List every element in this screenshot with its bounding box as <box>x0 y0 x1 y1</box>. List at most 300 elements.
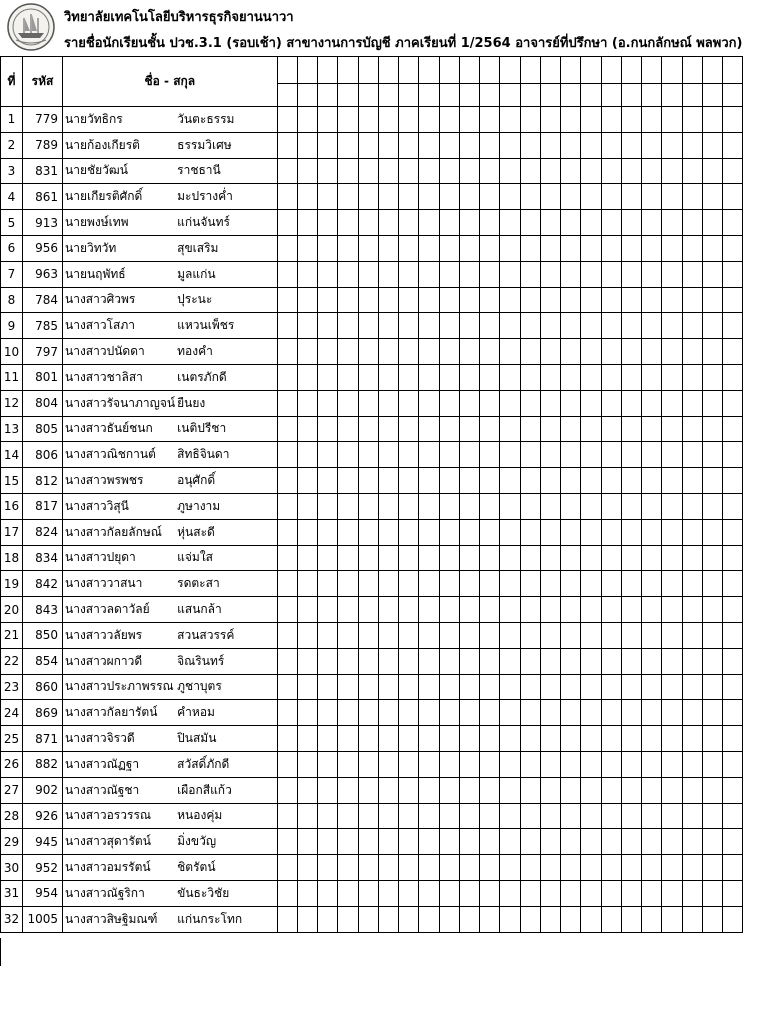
attendance-cell[interactable] <box>459 184 479 210</box>
attendance-cell[interactable] <box>682 751 702 777</box>
attendance-cell[interactable] <box>662 364 682 390</box>
attendance-cell[interactable] <box>520 597 540 623</box>
attendance-cell[interactable] <box>702 468 722 494</box>
attendance-cell[interactable] <box>702 184 722 210</box>
attendance-cell[interactable] <box>561 390 581 416</box>
attendance-cell[interactable] <box>500 906 520 932</box>
attendance-cell[interactable] <box>682 803 702 829</box>
attendance-cell[interactable] <box>378 261 398 287</box>
attendance-cell[interactable] <box>500 339 520 365</box>
attendance-cell[interactable] <box>520 364 540 390</box>
attendance-cell[interactable] <box>662 622 682 648</box>
attendance-cell[interactable] <box>702 390 722 416</box>
attendance-cell[interactable] <box>378 648 398 674</box>
attendance-cell[interactable] <box>277 313 297 339</box>
attendance-cell[interactable] <box>439 648 459 674</box>
attendance-cell[interactable] <box>702 648 722 674</box>
attendance-cell[interactable] <box>297 468 317 494</box>
attendance-cell[interactable] <box>561 519 581 545</box>
attendance-cell[interactable] <box>399 261 419 287</box>
attendance-cell[interactable] <box>540 184 560 210</box>
attendance-cell[interactable] <box>358 674 378 700</box>
attendance-cell[interactable] <box>561 648 581 674</box>
attendance-cell[interactable] <box>459 803 479 829</box>
attendance-cell[interactable] <box>540 442 560 468</box>
attendance-cell[interactable] <box>378 545 398 571</box>
attendance-cell[interactable] <box>277 803 297 829</box>
attendance-cell[interactable] <box>459 880 479 906</box>
attendance-cell[interactable] <box>297 132 317 158</box>
attendance-cell[interactable] <box>561 107 581 133</box>
attendance-cell[interactable] <box>581 519 601 545</box>
attendance-cell[interactable] <box>338 803 358 829</box>
attendance-cell[interactable] <box>642 416 662 442</box>
attendance-cell[interactable] <box>480 158 500 184</box>
attendance-cell[interactable] <box>621 855 641 881</box>
attendance-cell[interactable] <box>500 648 520 674</box>
attendance-cell[interactable] <box>378 493 398 519</box>
attendance-cell[interactable] <box>399 571 419 597</box>
attendance-cell[interactable] <box>297 261 317 287</box>
attendance-cell[interactable] <box>540 416 560 442</box>
attendance-cell[interactable] <box>378 726 398 752</box>
attendance-cell[interactable] <box>561 751 581 777</box>
attendance-cell[interactable] <box>358 855 378 881</box>
attendance-cell[interactable] <box>642 829 662 855</box>
attendance-cell[interactable] <box>682 184 702 210</box>
attendance-cell[interactable] <box>297 880 317 906</box>
attendance-cell[interactable] <box>601 158 621 184</box>
attendance-cell[interactable] <box>642 880 662 906</box>
attendance-cell[interactable] <box>520 132 540 158</box>
attendance-cell[interactable] <box>338 107 358 133</box>
attendance-cell[interactable] <box>318 906 338 932</box>
attendance-cell[interactable] <box>702 493 722 519</box>
attendance-cell[interactable] <box>358 210 378 236</box>
attendance-cell[interactable] <box>702 287 722 313</box>
attendance-cell[interactable] <box>358 700 378 726</box>
attendance-cell[interactable] <box>581 855 601 881</box>
attendance-cell[interactable] <box>358 390 378 416</box>
attendance-cell[interactable] <box>419 158 439 184</box>
attendance-cell[interactable] <box>723 261 743 287</box>
attendance-cell[interactable] <box>378 416 398 442</box>
attendance-cell[interactable] <box>682 597 702 623</box>
attendance-cell[interactable] <box>459 597 479 623</box>
attendance-cell[interactable] <box>662 261 682 287</box>
attendance-cell[interactable] <box>540 261 560 287</box>
attendance-cell[interactable] <box>318 726 338 752</box>
attendance-cell[interactable] <box>297 210 317 236</box>
attendance-cell[interactable] <box>540 339 560 365</box>
attendance-cell[interactable] <box>318 545 338 571</box>
attendance-cell[interactable] <box>581 700 601 726</box>
attendance-cell[interactable] <box>561 468 581 494</box>
attendance-cell[interactable] <box>318 158 338 184</box>
attendance-cell[interactable] <box>723 416 743 442</box>
attendance-cell[interactable] <box>419 545 439 571</box>
attendance-cell[interactable] <box>642 751 662 777</box>
attendance-cell[interactable] <box>723 210 743 236</box>
attendance-cell[interactable] <box>723 235 743 261</box>
attendance-cell[interactable] <box>561 700 581 726</box>
attendance-cell[interactable] <box>540 674 560 700</box>
attendance-cell[interactable] <box>439 416 459 442</box>
attendance-cell[interactable] <box>662 597 682 623</box>
attendance-cell[interactable] <box>338 597 358 623</box>
attendance-cell[interactable] <box>682 107 702 133</box>
attendance-cell[interactable] <box>358 339 378 365</box>
attendance-cell[interactable] <box>480 751 500 777</box>
attendance-cell[interactable] <box>682 132 702 158</box>
attendance-cell[interactable] <box>642 390 662 416</box>
attendance-cell[interactable] <box>581 390 601 416</box>
attendance-cell[interactable] <box>581 468 601 494</box>
attendance-cell[interactable] <box>682 906 702 932</box>
attendance-cell[interactable] <box>419 390 439 416</box>
attendance-cell[interactable] <box>297 107 317 133</box>
attendance-cell[interactable] <box>702 906 722 932</box>
attendance-cell[interactable] <box>318 235 338 261</box>
attendance-cell[interactable] <box>318 519 338 545</box>
attendance-cell[interactable] <box>662 751 682 777</box>
attendance-cell[interactable] <box>520 313 540 339</box>
attendance-cell[interactable] <box>297 648 317 674</box>
attendance-cell[interactable] <box>561 235 581 261</box>
attendance-cell[interactable] <box>561 442 581 468</box>
attendance-cell[interactable] <box>581 493 601 519</box>
attendance-cell[interactable] <box>500 777 520 803</box>
attendance-cell[interactable] <box>277 855 297 881</box>
attendance-cell[interactable] <box>439 700 459 726</box>
attendance-cell[interactable] <box>621 235 641 261</box>
attendance-cell[interactable] <box>601 700 621 726</box>
attendance-cell[interactable] <box>540 855 560 881</box>
attendance-cell[interactable] <box>378 777 398 803</box>
attendance-cell[interactable] <box>480 803 500 829</box>
attendance-cell[interactable] <box>621 803 641 829</box>
attendance-cell[interactable] <box>480 261 500 287</box>
attendance-cell[interactable] <box>540 597 560 623</box>
attendance-cell[interactable] <box>459 261 479 287</box>
attendance-cell[interactable] <box>500 132 520 158</box>
attendance-cell[interactable] <box>318 468 338 494</box>
attendance-cell[interactable] <box>439 571 459 597</box>
attendance-cell[interactable] <box>621 416 641 442</box>
attendance-cell[interactable] <box>520 184 540 210</box>
attendance-cell[interactable] <box>399 855 419 881</box>
attendance-cell[interactable] <box>399 416 419 442</box>
attendance-cell[interactable] <box>277 493 297 519</box>
attendance-cell[interactable] <box>723 158 743 184</box>
attendance-cell[interactable] <box>459 158 479 184</box>
attendance-cell[interactable] <box>561 571 581 597</box>
attendance-cell[interactable] <box>277 777 297 803</box>
attendance-cell[interactable] <box>500 287 520 313</box>
attendance-cell[interactable] <box>358 622 378 648</box>
attendance-cell[interactable] <box>480 468 500 494</box>
attendance-cell[interactable] <box>561 674 581 700</box>
attendance-cell[interactable] <box>601 287 621 313</box>
attendance-cell[interactable] <box>399 468 419 494</box>
attendance-cell[interactable] <box>399 235 419 261</box>
attendance-cell[interactable] <box>601 313 621 339</box>
attendance-cell[interactable] <box>459 493 479 519</box>
attendance-cell[interactable] <box>581 210 601 236</box>
attendance-cell[interactable] <box>601 597 621 623</box>
attendance-cell[interactable] <box>561 545 581 571</box>
attendance-cell[interactable] <box>682 261 702 287</box>
attendance-cell[interactable] <box>601 519 621 545</box>
attendance-cell[interactable] <box>601 184 621 210</box>
attendance-cell[interactable] <box>540 390 560 416</box>
attendance-cell[interactable] <box>621 390 641 416</box>
attendance-cell[interactable] <box>621 880 641 906</box>
attendance-cell[interactable] <box>601 906 621 932</box>
attendance-cell[interactable] <box>338 622 358 648</box>
attendance-cell[interactable] <box>297 777 317 803</box>
attendance-cell[interactable] <box>297 339 317 365</box>
attendance-cell[interactable] <box>520 674 540 700</box>
attendance-cell[interactable] <box>399 674 419 700</box>
attendance-cell[interactable] <box>500 442 520 468</box>
attendance-cell[interactable] <box>723 622 743 648</box>
attendance-cell[interactable] <box>318 339 338 365</box>
attendance-cell[interactable] <box>520 107 540 133</box>
attendance-cell[interactable] <box>642 777 662 803</box>
attendance-cell[interactable] <box>642 132 662 158</box>
attendance-cell[interactable] <box>358 803 378 829</box>
attendance-cell[interactable] <box>399 597 419 623</box>
attendance-cell[interactable] <box>581 803 601 829</box>
attendance-cell[interactable] <box>682 364 702 390</box>
attendance-cell[interactable] <box>459 287 479 313</box>
attendance-cell[interactable] <box>358 829 378 855</box>
attendance-cell[interactable] <box>318 107 338 133</box>
attendance-cell[interactable] <box>419 726 439 752</box>
attendance-cell[interactable] <box>439 184 459 210</box>
attendance-cell[interactable] <box>561 777 581 803</box>
attendance-cell[interactable] <box>561 726 581 752</box>
attendance-cell[interactable] <box>662 210 682 236</box>
attendance-cell[interactable] <box>277 390 297 416</box>
attendance-cell[interactable] <box>662 493 682 519</box>
attendance-cell[interactable] <box>419 364 439 390</box>
attendance-cell[interactable] <box>439 132 459 158</box>
attendance-cell[interactable] <box>581 313 601 339</box>
attendance-cell[interactable] <box>621 107 641 133</box>
attendance-cell[interactable] <box>480 571 500 597</box>
attendance-cell[interactable] <box>642 313 662 339</box>
attendance-cell[interactable] <box>318 700 338 726</box>
attendance-cell[interactable] <box>399 313 419 339</box>
attendance-cell[interactable] <box>520 880 540 906</box>
attendance-cell[interactable] <box>682 726 702 752</box>
attendance-cell[interactable] <box>662 700 682 726</box>
attendance-cell[interactable] <box>642 726 662 752</box>
attendance-cell[interactable] <box>642 287 662 313</box>
attendance-cell[interactable] <box>480 674 500 700</box>
attendance-cell[interactable] <box>459 855 479 881</box>
attendance-cell[interactable] <box>520 571 540 597</box>
attendance-cell[interactable] <box>702 880 722 906</box>
attendance-cell[interactable] <box>621 545 641 571</box>
attendance-cell[interactable] <box>297 519 317 545</box>
attendance-cell[interactable] <box>662 803 682 829</box>
attendance-cell[interactable] <box>581 880 601 906</box>
attendance-cell[interactable] <box>601 803 621 829</box>
attendance-cell[interactable] <box>662 468 682 494</box>
attendance-cell[interactable] <box>439 287 459 313</box>
attendance-cell[interactable] <box>358 287 378 313</box>
attendance-cell[interactable] <box>601 210 621 236</box>
attendance-cell[interactable] <box>277 442 297 468</box>
attendance-cell[interactable] <box>399 364 419 390</box>
attendance-cell[interactable] <box>621 519 641 545</box>
attendance-cell[interactable] <box>601 726 621 752</box>
attendance-cell[interactable] <box>399 107 419 133</box>
attendance-cell[interactable] <box>723 855 743 881</box>
attendance-cell[interactable] <box>581 235 601 261</box>
attendance-cell[interactable] <box>399 726 419 752</box>
attendance-cell[interactable] <box>459 700 479 726</box>
attendance-cell[interactable] <box>318 622 338 648</box>
attendance-cell[interactable] <box>682 313 702 339</box>
attendance-cell[interactable] <box>601 674 621 700</box>
attendance-cell[interactable] <box>723 519 743 545</box>
attendance-cell[interactable] <box>581 545 601 571</box>
attendance-cell[interactable] <box>621 287 641 313</box>
attendance-cell[interactable] <box>318 184 338 210</box>
attendance-cell[interactable] <box>378 571 398 597</box>
attendance-cell[interactable] <box>399 132 419 158</box>
attendance-cell[interactable] <box>277 751 297 777</box>
attendance-cell[interactable] <box>520 416 540 442</box>
attendance-cell[interactable] <box>723 674 743 700</box>
attendance-cell[interactable] <box>419 339 439 365</box>
attendance-cell[interactable] <box>419 597 439 623</box>
attendance-cell[interactable] <box>297 364 317 390</box>
attendance-cell[interactable] <box>621 468 641 494</box>
attendance-cell[interactable] <box>480 132 500 158</box>
attendance-cell[interactable] <box>702 235 722 261</box>
attendance-cell[interactable] <box>439 390 459 416</box>
attendance-cell[interactable] <box>378 184 398 210</box>
attendance-cell[interactable] <box>439 751 459 777</box>
attendance-cell[interactable] <box>702 726 722 752</box>
attendance-cell[interactable] <box>439 674 459 700</box>
attendance-cell[interactable] <box>702 571 722 597</box>
attendance-cell[interactable] <box>723 803 743 829</box>
attendance-cell[interactable] <box>439 726 459 752</box>
attendance-cell[interactable] <box>297 674 317 700</box>
attendance-cell[interactable] <box>682 210 702 236</box>
attendance-cell[interactable] <box>682 622 702 648</box>
attendance-cell[interactable] <box>621 493 641 519</box>
attendance-cell[interactable] <box>419 261 439 287</box>
attendance-cell[interactable] <box>702 777 722 803</box>
attendance-cell[interactable] <box>682 158 702 184</box>
attendance-cell[interactable] <box>500 751 520 777</box>
attendance-cell[interactable] <box>459 648 479 674</box>
attendance-cell[interactable] <box>297 313 317 339</box>
attendance-cell[interactable] <box>500 519 520 545</box>
attendance-cell[interactable] <box>338 313 358 339</box>
attendance-cell[interactable] <box>621 339 641 365</box>
attendance-cell[interactable] <box>642 364 662 390</box>
attendance-cell[interactable] <box>297 416 317 442</box>
attendance-cell[interactable] <box>642 158 662 184</box>
attendance-cell[interactable] <box>338 777 358 803</box>
attendance-cell[interactable] <box>439 880 459 906</box>
attendance-cell[interactable] <box>682 493 702 519</box>
attendance-cell[interactable] <box>399 339 419 365</box>
attendance-cell[interactable] <box>702 545 722 571</box>
attendance-cell[interactable] <box>601 132 621 158</box>
attendance-cell[interactable] <box>480 210 500 236</box>
attendance-cell[interactable] <box>297 803 317 829</box>
attendance-cell[interactable] <box>399 210 419 236</box>
attendance-cell[interactable] <box>662 313 682 339</box>
attendance-cell[interactable] <box>540 132 560 158</box>
attendance-cell[interactable] <box>581 287 601 313</box>
attendance-cell[interactable] <box>419 674 439 700</box>
attendance-cell[interactable] <box>480 906 500 932</box>
attendance-cell[interactable] <box>419 829 439 855</box>
attendance-cell[interactable] <box>682 829 702 855</box>
attendance-cell[interactable] <box>520 390 540 416</box>
attendance-cell[interactable] <box>419 468 439 494</box>
attendance-cell[interactable] <box>561 261 581 287</box>
attendance-cell[interactable] <box>338 132 358 158</box>
attendance-cell[interactable] <box>500 829 520 855</box>
attendance-cell[interactable] <box>459 339 479 365</box>
attendance-cell[interactable] <box>723 390 743 416</box>
attendance-cell[interactable] <box>642 803 662 829</box>
attendance-cell[interactable] <box>540 880 560 906</box>
attendance-cell[interactable] <box>662 545 682 571</box>
attendance-cell[interactable] <box>702 210 722 236</box>
attendance-cell[interactable] <box>702 416 722 442</box>
attendance-cell[interactable] <box>601 545 621 571</box>
attendance-cell[interactable] <box>419 416 439 442</box>
attendance-cell[interactable] <box>723 184 743 210</box>
attendance-cell[interactable] <box>702 132 722 158</box>
attendance-cell[interactable] <box>621 906 641 932</box>
attendance-cell[interactable] <box>621 674 641 700</box>
attendance-cell[interactable] <box>338 493 358 519</box>
attendance-cell[interactable] <box>561 622 581 648</box>
attendance-cell[interactable] <box>419 777 439 803</box>
attendance-cell[interactable] <box>399 519 419 545</box>
attendance-cell[interactable] <box>520 468 540 494</box>
attendance-cell[interactable] <box>540 622 560 648</box>
attendance-cell[interactable] <box>378 287 398 313</box>
attendance-cell[interactable] <box>621 261 641 287</box>
attendance-cell[interactable] <box>682 880 702 906</box>
attendance-cell[interactable] <box>601 107 621 133</box>
attendance-cell[interactable] <box>500 261 520 287</box>
attendance-cell[interactable] <box>338 751 358 777</box>
attendance-cell[interactable] <box>702 364 722 390</box>
attendance-cell[interactable] <box>621 597 641 623</box>
attendance-cell[interactable] <box>561 416 581 442</box>
attendance-cell[interactable] <box>520 751 540 777</box>
attendance-cell[interactable] <box>338 442 358 468</box>
attendance-cell[interactable] <box>561 597 581 623</box>
attendance-cell[interactable] <box>500 364 520 390</box>
attendance-cell[interactable] <box>439 829 459 855</box>
